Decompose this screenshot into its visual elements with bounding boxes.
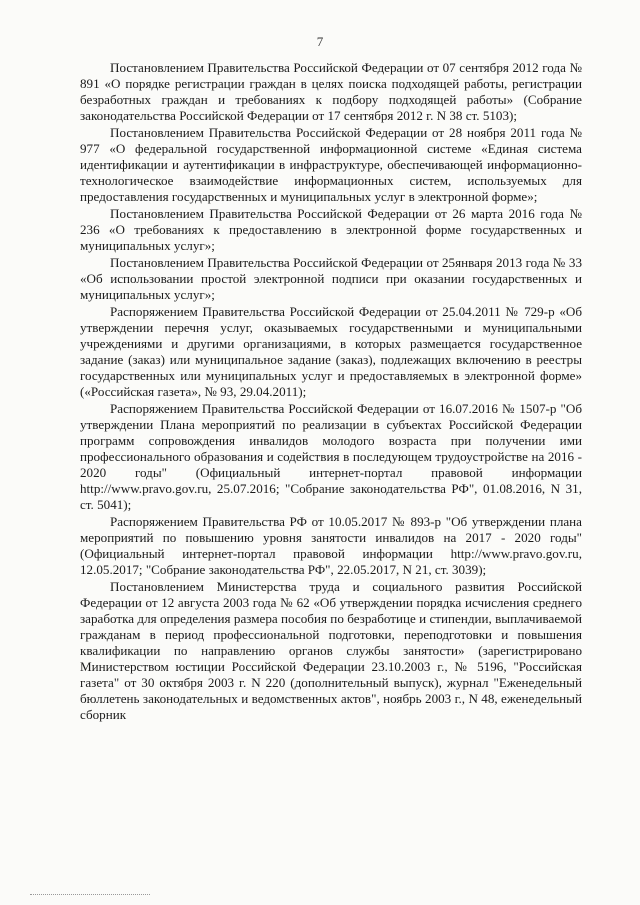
paragraph: Распоряжением Правительства РФ от 10.05.2017 № 893-р "Об утверждении плана мероприятий по повышению уровня занятости инвалидов на 2017 - 2020 годы" (Официальный интернет-портал правовой информации http://www.pravo.gov.ru, 12.05.2017; "Собрание законодательства РФ", 22.05.2017, N 21, ст. 3039); <box>80 514 582 577</box>
paragraph: Постановлением Правительства Российской Федерации от 28 ноября 2011 года № 977 «О федеральной государственной информационной системе «Единая система идентификации и аутентификации в инфраструктуре, обеспечивающей информационно-технологическое взаимодействие информационных систем, используемых для предоставления государственных и муниципальных услуг в электронной форме»; <box>80 125 582 204</box>
page-number: 7 <box>316 34 324 49</box>
paragraph: Постановлением Правительства Российской Федерации от 25января 2013 года № 33 «Об использовании простой электронной подписи при оказании государственных и муниципальных услуг»; <box>80 255 582 302</box>
scan-edge-mark <box>30 890 150 895</box>
paragraph: Распоряжением Правительства Российской Федерации от 16.07.2016 № 1507-р "Об утверждении Плана мероприятий по реализации в субъектах Российской Федерации программ сопровождения инвалидов молодого возраста при получении ими профессионального образования и содействия в последующем трудоустройстве на 2016 - 2020 годы" (Официальный интернет-портал правовой информации http://www.pravo.gov.ru, 25.07.2016; "Собрание законодательства РФ", 01.08.2016, N 31, ст. 5041); <box>80 401 582 512</box>
paragraph: Постановлением Министерства труда и социального развития Российской Федерации от 12 августа 2003 года № 62 «Об утверждении порядка исчисления среднего заработка для определения размера пособия по безработице и стипендии, выплачиваемой гражданам в период профессиональной подготовки, переподготовки и повышения квалификации по направлению органов службы занятости» (зарегистрировано Министерством юстиции Российской Федерации 23.10.2003 г., № 5196, "Российская газета" от 30 октября 2003 г. N 220 (дополнительный выпуск), журнал "Еженедельный бюллетень законодательных и ведомственных актов", ноябрь 2003 г., N 48, еженедельный сборник <box>80 579 582 722</box>
paragraph: Постановлением Правительства Российской Федерации от 07 сентября 2012 года № 891 «О порядке регистрации граждан в целях поиска подходящей работы, регистрации безработных граждан и требованиях к подбору подходящей работы» (Собрание законодательства Российской Федерации от 17 сентября 2012 г. N 38 ст. 5103); <box>80 60 582 123</box>
paragraph: Распоряжением Правительства Российской Федерации от 25.04.2011 № 729-р «Об утверждении перечня услуг, оказываемых государственными и муниципальными учреждениями и другими организациями, в которых размещается государственное задание (заказ) или муниципальное задание (заказ), подлежащих включению в реестры государственных или муниципальных услуг и предоставляемых в электронной форме» («Российская газета», № 93, 29.04.2011); <box>80 304 582 399</box>
document-body <box>80 60 582 724</box>
paragraph: Постановлением Правительства Российской Федерации от 26 марта 2016 года № 236 «О требованиях к предоставлению в электронной форме государственных и муниципальных услуг»; <box>80 206 582 253</box>
